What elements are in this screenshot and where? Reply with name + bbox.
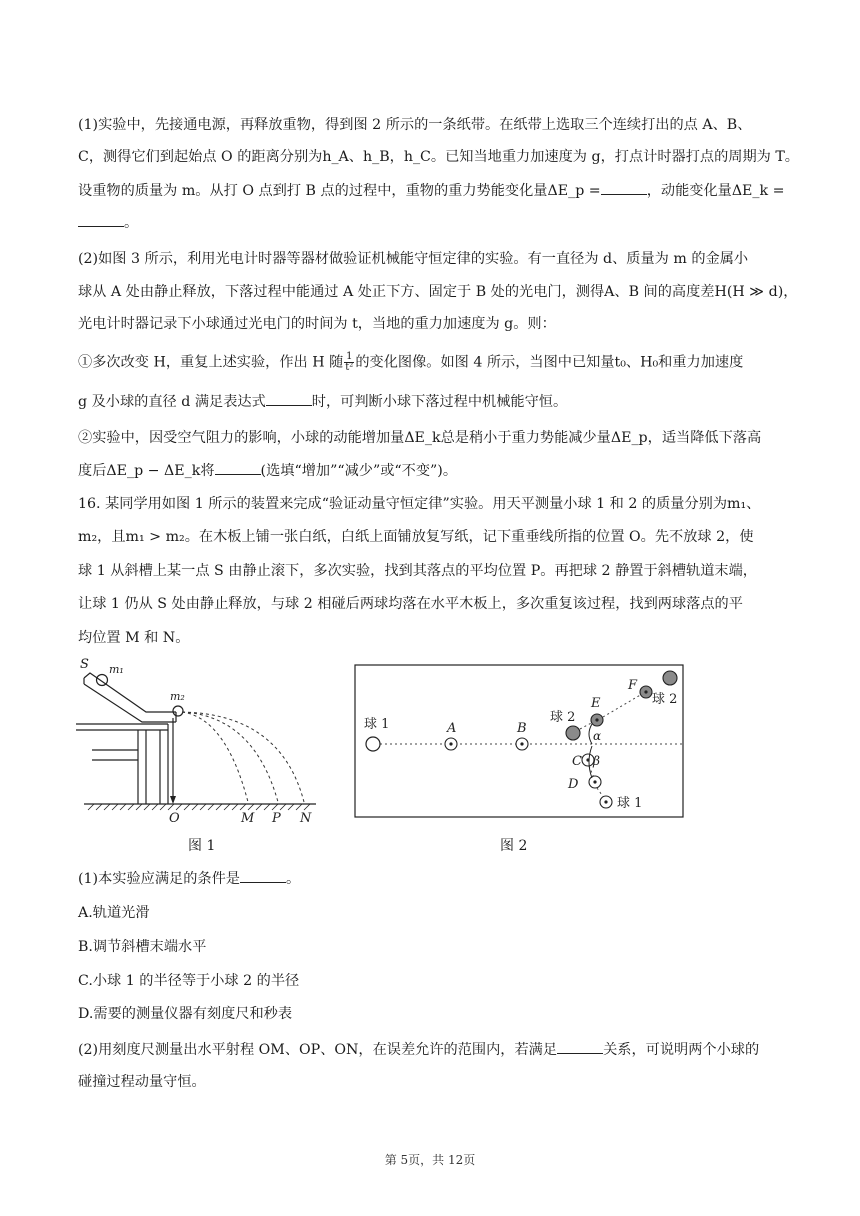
q16-line3: 球 1 从斜槽上某一点 S 由静止滚下，多次实验，找到其落点的平均位置 P。再把球 2 静置于斜槽轨道末端， (78, 563, 757, 579)
label-ball2-mid: 球 2 (550, 710, 576, 725)
figure-2-landing-points (352, 662, 688, 822)
label-m2: m₂ (170, 690, 185, 703)
fraction-one-over-t-squared (344, 352, 354, 373)
ball-1-start (366, 737, 380, 751)
q15-part1-line3 (78, 180, 784, 201)
q16-sub2-line2: 碰撞过程动量守恒。 (78, 1074, 206, 1090)
label-ball1-left: 球 1 (364, 717, 390, 732)
figure-2-caption: 图 2 (500, 838, 528, 854)
answer-blank-delta-ep[interactable] (601, 180, 647, 195)
answer-blank-condition[interactable] (240, 868, 286, 883)
label-D: D (568, 777, 579, 792)
label-P: P (272, 811, 281, 826)
label-M: M (241, 811, 255, 826)
q15-sub1-line1 (78, 352, 784, 373)
q15-part1-line3-a: 设重物的质量为 m。从打 O 点到打 B 点的过程中，重物的重力势能变化量ΔE_p = (78, 183, 601, 199)
q15-sub2-line2 (78, 460, 784, 481)
q15-sub2-line1: ②实验中，因受空气阻力的影响，小球的动能增加量ΔE_k总是稍小于重力势能减少量ΔE_p，适当降低下落高 (78, 430, 762, 446)
angle-alpha-brace (589, 724, 592, 744)
q16-sub1-stem-a: (1)本实验应满足的条件是 (78, 871, 240, 887)
q15-sub2-line2-b: (选填“增加”“减少”或“不变”)。 (260, 463, 458, 479)
q16-line1: 16. 某同学用如图 1 所示的装置来完成“验证动量守恒定律”实验。用天平测量小球 1 和 2 的质量分别为m₁、 (78, 496, 761, 512)
ball-2-final (663, 671, 677, 685)
label-B: B (517, 721, 527, 736)
q15-sub1-line1-a: ①多次改变 H，重复上述实验，作出 H 随 (78, 354, 344, 371)
label-C: C (572, 754, 582, 769)
q15-part2-line1: (2)如图 3 所示，利用光电计时器等器材做验证机械能守恒定律的实验。有一直径为 d、质量为 m 的金属小 (78, 251, 749, 267)
label-E: E (591, 696, 601, 711)
q16-sub2-line1-b: 关系，可说明两个小球的 (603, 1042, 760, 1058)
q16-sub2-line1 (78, 1039, 784, 1060)
label-F: F (628, 678, 638, 693)
q15-part2-line3: 光电计时器记录下小球通过光电门的时间为 t，当地的重力加速度为 g。则： (78, 316, 556, 332)
q15-sub1-line2-b: 时，可判断小球下落过程中机械能守恒。 (311, 394, 568, 410)
label-A: A (447, 721, 457, 736)
q15-part1-line2: C，测得它们到起始点 O 的距离分别为h_A、h_B，h_C。已知当地重力加速度为 g，打点计时器打点的周期为 T。 (78, 149, 799, 165)
figure-1-caption: 图 1 (188, 838, 216, 854)
answer-blank-change[interactable] (215, 460, 261, 475)
q15-part1-line4 (78, 212, 784, 233)
q15-part1-line3-b: ，动能变化量ΔE_k = (646, 183, 785, 199)
page-footer: 第 5页，共 12页 (384, 1153, 476, 1167)
trajectory-M (182, 712, 248, 802)
q15-part1-line4-end: 。 (124, 215, 139, 231)
ball-m2 (173, 706, 183, 716)
answer-blank-expression[interactable] (266, 391, 312, 406)
q16-line4: 让球 1 仍从 S 处由静止释放，与球 2 相碰后两球均落在水平木板上，多次重复该过程，找到两球落点的平 (78, 596, 743, 612)
label-ball1-bottom: 球 1 (617, 796, 643, 811)
answer-blank-delta-ek[interactable] (78, 212, 124, 227)
q15-part1-line1: (1)实验中，先接通电源，再释放重物，得到图 2 所示的一条纸带。在纸带上选取三个连续打出的点 A、B、 (78, 117, 752, 133)
label-beta: β (593, 754, 600, 768)
label-S: S (80, 657, 89, 672)
label-N: N (300, 811, 312, 826)
option-B[interactable]: B.调节斜槽末端水平 (78, 939, 207, 955)
q16-sub2-line1-a: (2)用刻度尺测量出水平射程 OM、OP、ON，在误差允许的范围内，若满足 (78, 1042, 558, 1058)
figure-1-apparatus (76, 656, 326, 826)
q16-line2: m₂，且m₁ > m₂。在木板上铺一张白纸，白纸上面铺放复写纸，记下重垂线所指的位置 O。先不放球 2，使 (78, 529, 754, 545)
label-alpha: α (593, 729, 602, 743)
ball-2-rest (566, 726, 580, 740)
q15-sub1-line2-a: g 及小球的直径 d 满足表达式 (78, 394, 266, 410)
option-A[interactable]: A.轨道光滑 (78, 905, 150, 921)
q15-sub1-line2 (78, 391, 784, 412)
q16-line5: 均位置 M 和 N。 (78, 630, 190, 646)
fraction-denominator: t² (345, 362, 354, 373)
label-O: O (169, 811, 180, 826)
option-C[interactable]: C.小球 1 的半径等于小球 2 的半径 (78, 973, 300, 989)
chute-bottom-edge (84, 684, 176, 722)
q16-sub1-stem-b: 。 (285, 871, 301, 887)
q15-sub2-line2-a: 度后ΔE_p − ΔE_k将 (78, 463, 215, 479)
q15-sub1-line1-b: 的变化图像。如图 4 所示，当图中已知量t₀、H₀和重力加速度 (355, 354, 744, 371)
q16-sub1-stem (78, 868, 784, 889)
fraction-numerator: 1 (346, 351, 353, 362)
trajectory-N (182, 712, 304, 802)
label-m1: m₁ (109, 663, 124, 676)
q15-part2-line2: 球从 A 处由静止释放，下落过程中能通过 A 处正下方、固定于 B 处的光电门，测得A、B 间的高度差H(H ≫ d)， (78, 284, 798, 300)
trajectory-P (182, 712, 278, 802)
ball-m1 (97, 675, 108, 686)
answer-blank-relation[interactable] (557, 1039, 603, 1054)
label-ball2-right: 球 2 (652, 692, 678, 707)
option-D[interactable]: D.需要的测量仪器有刻度尺和秒表 (78, 1006, 293, 1022)
